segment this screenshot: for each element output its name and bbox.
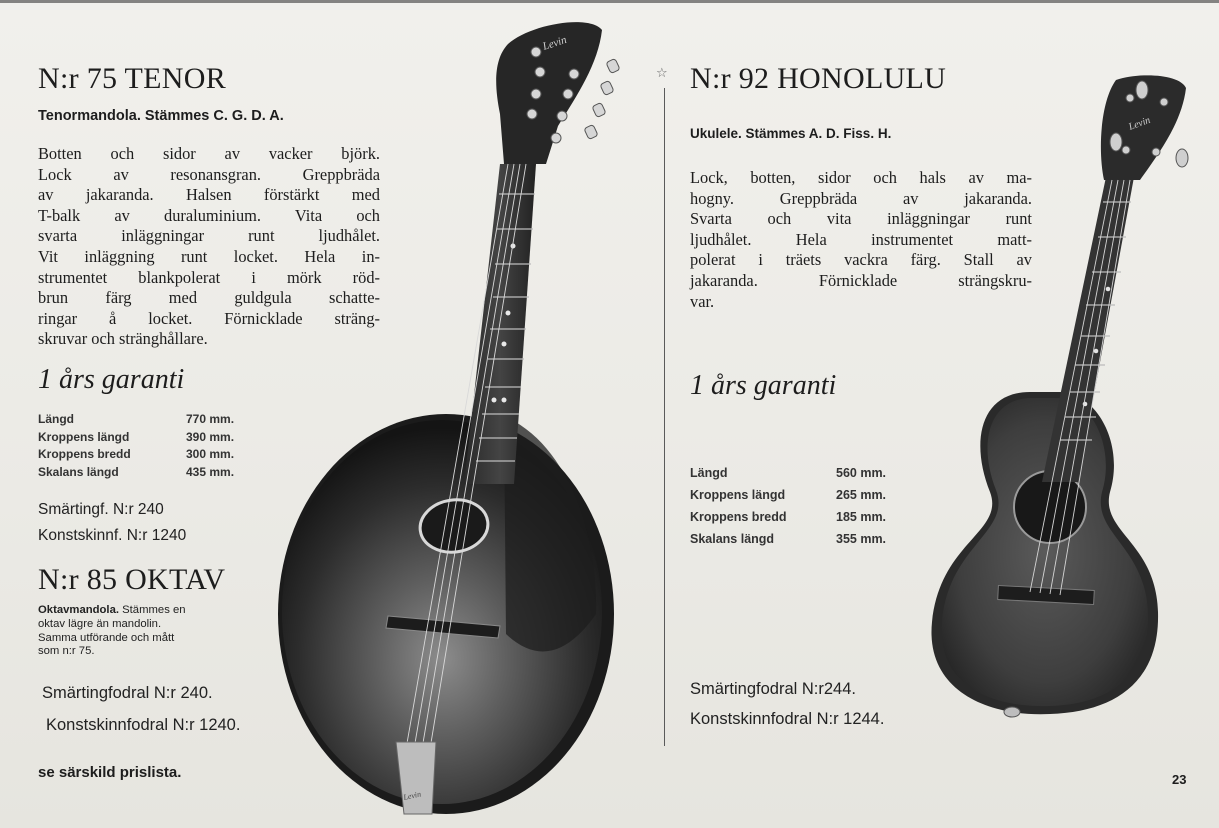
honolulu-warranty: 1 års garanti (690, 370, 837, 401)
pickguard (504, 416, 596, 651)
oktav-desc-line: Stämmes en (119, 604, 186, 616)
headstock-brand-logo: Levin (541, 33, 569, 53)
oktav-lead: Oktavmandola. (38, 604, 119, 616)
spec-row (690, 488, 930, 510)
tenor-desc-line: T-balk av duraluminium. Vita och (38, 205, 380, 225)
tenor-title: N:r 75 TENOR (38, 62, 227, 95)
tenor-case-canvas: Smärtingf. N:r 240 (38, 501, 164, 518)
divider-star: ☆ (656, 66, 668, 81)
oktav-case-canvas: Smärtingfodral N:r 240. (42, 684, 213, 702)
spec-value: 185 mm. (836, 510, 887, 524)
spec-label: Kroppens längd (38, 429, 130, 444)
price-list-note: se särskild prislista. (38, 764, 182, 781)
tenor-case-leather: Konstskinnf. N:r 1240 (38, 527, 187, 544)
honolulu-desc-line: polerat i träets vackra färg. Stall av (690, 250, 1032, 270)
oktav-case-leather: Konstskinnfodral N:r 1240. (46, 716, 241, 734)
oktav-title: N:r 85 OKTAV (38, 563, 226, 596)
tenor-desc-line: Botten och sidor av vacker björk. (38, 144, 380, 163)
tenor-subtitle: Tenormandola. Stämmes C. G. D. A. (38, 108, 284, 124)
spec-row (38, 465, 278, 483)
spec-value: 770 mm. (186, 412, 235, 426)
spec-row (38, 412, 278, 430)
spec-value: 435 mm. (186, 464, 235, 479)
ukulele-body-top (942, 398, 1148, 706)
page-number: 23 (1172, 772, 1187, 787)
oktav-desc-line: som n:r 75. (38, 645, 95, 658)
tenor-desc-line: brun färg med guldgula schatte- (38, 288, 380, 308)
spec-label: Kroppens längd (690, 488, 786, 502)
honolulu-subtitle: Ukulele. Stämmes A. D. Fiss. H. (690, 126, 892, 141)
top-edge-line (0, 0, 1219, 3)
tenor-desc-line: av jakaranda. Halsen förstärkt med (38, 185, 380, 205)
tenor-desc-line: Vit inläggning runt locket. Hela in- (38, 246, 380, 266)
honolulu-desc-line: hogny. Greppbräda av jakaranda. (690, 188, 1032, 208)
spec-label: Skalans längd (690, 532, 775, 546)
honolulu-desc-line: var. (690, 291, 715, 311)
ukulele-end-pin (1004, 707, 1020, 717)
spec-row (690, 532, 930, 554)
spec-row (38, 430, 278, 448)
tailpiece-brand-logo: Levin (402, 789, 422, 802)
honolulu-case-canvas: Smärtingfodral N:r244. (690, 680, 856, 698)
honolulu-desc-line: jakaranda. Förnicklade strängskru- (690, 270, 1032, 290)
spec-row (690, 510, 930, 532)
spec-row (38, 447, 278, 465)
spec-label: Kroppens bredd (38, 447, 131, 461)
spec-value: 300 mm. (186, 447, 235, 461)
oktav-desc-line: oktav lägre än mandolin. (38, 617, 162, 630)
honolulu-title: N:r 92 HONOLULU (690, 62, 947, 95)
honolulu-desc-line: Svarta och vita inläggningar runt (690, 209, 1032, 229)
honolulu-desc-line: Lock, botten, sidor och hals av ma- (690, 168, 1032, 187)
tenor-desc-line: strumentet blankpolerat i mörk röd- (38, 267, 380, 287)
tenor-desc-line: Lock av resonansgran. Greppbräda (38, 164, 380, 184)
oktav-desc-line: Samma utförande och mått (38, 631, 175, 644)
spec-label: Skalans längd (38, 464, 119, 479)
honolulu-specs-table (690, 466, 930, 554)
ukulele-brand-logo: Levin (1127, 114, 1152, 133)
tenor-warranty: 1 års garanti (38, 364, 185, 395)
spec-value: 390 mm. (186, 429, 235, 444)
tenor-desc-line: svarta inläggningar runt ljudhålet. (38, 226, 380, 246)
spec-row (690, 466, 930, 488)
honolulu-case-leather: Konstskinnfodral N:r 1244. (690, 710, 885, 728)
tenor-desc-line: ringar å locket. Förnicklade sträng- (38, 308, 380, 328)
spec-value: 265 mm. (836, 488, 887, 502)
spec-value: 355 mm. (836, 532, 887, 546)
tenor-desc-line: skruvar och stränghållare. (38, 329, 208, 349)
spec-label: Kroppens bredd (690, 510, 787, 524)
ukulele-illustration (920, 62, 1210, 722)
column-divider (664, 88, 665, 746)
spec-label: Längd (38, 412, 74, 426)
mandola-illustration (268, 14, 650, 820)
honolulu-desc-line: ljudhålet. Hela instrumentet matt- (690, 229, 1032, 249)
tenor-specs-table (38, 412, 278, 482)
spec-label: Längd (690, 466, 728, 480)
spec-value: 560 mm. (836, 466, 887, 480)
oktav-description (38, 604, 186, 659)
